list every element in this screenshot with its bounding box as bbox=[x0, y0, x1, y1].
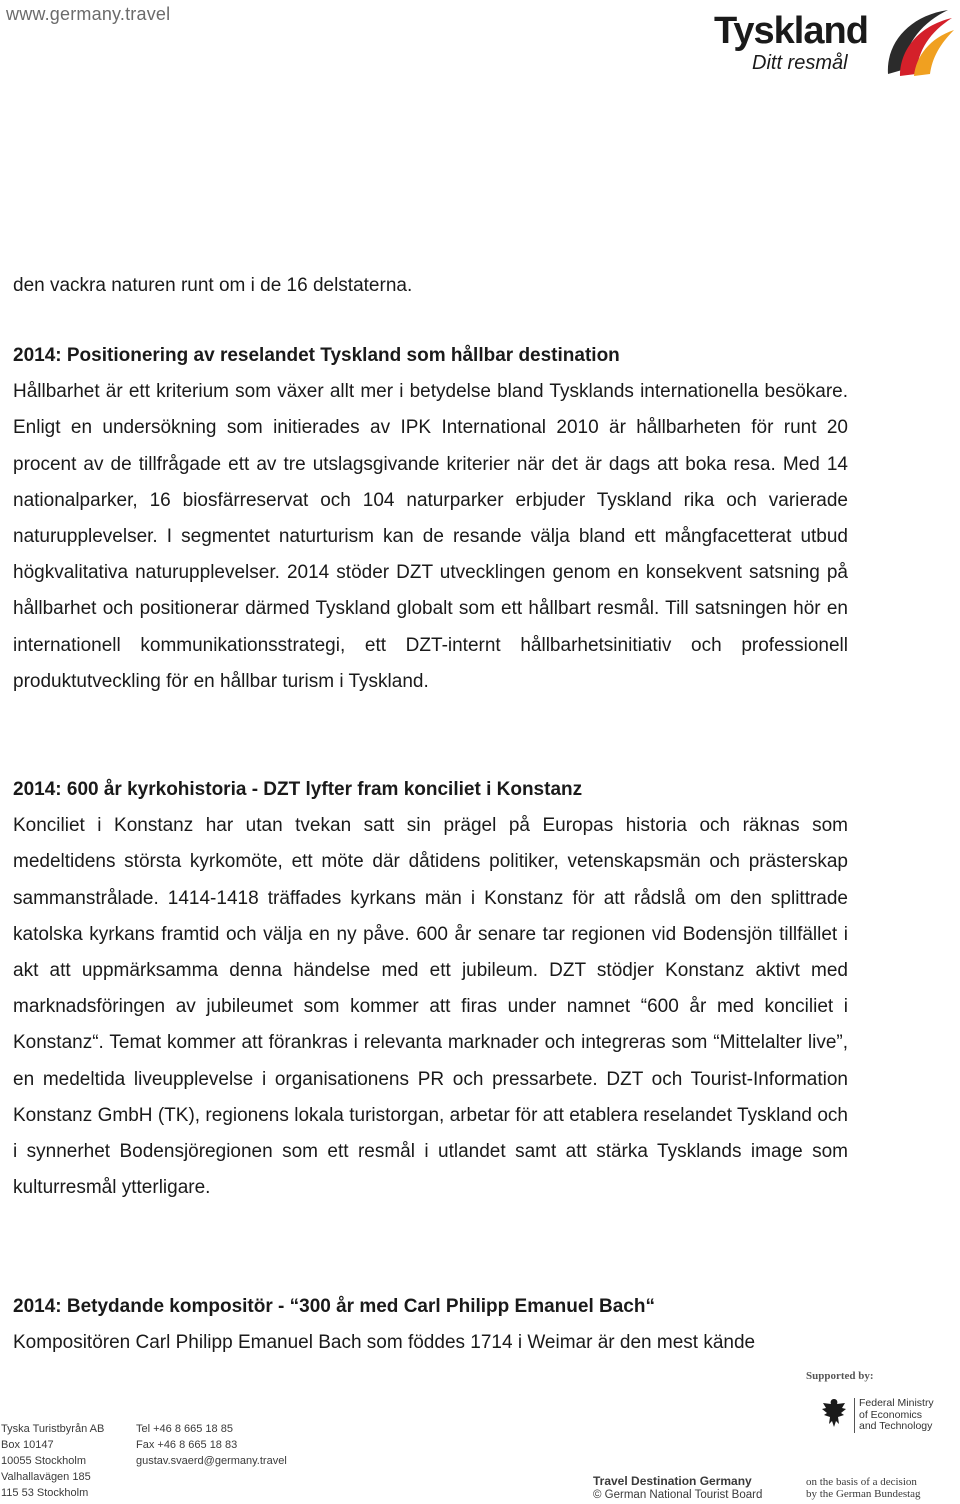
section-heading: 2014: Positionering av reselandet Tyskland som hållbar destination bbox=[13, 345, 620, 366]
footer-contact bbox=[136, 1421, 287, 1469]
brand-tagline: Ditt resmål bbox=[752, 52, 848, 74]
intro-text bbox=[13, 268, 848, 304]
footer-org: Tyska Turistbyrån AB bbox=[1, 1423, 105, 1435]
ministry-line: of Economics bbox=[859, 1408, 923, 1421]
footer-email[interactable]: gustav.svaerd@germany.travel bbox=[136, 1455, 287, 1467]
footer-zip-city: 115 53 Stockholm bbox=[1, 1487, 89, 1499]
section-paragraph: Hållbarhet är ett kriterium som växer allt mer i betydelse bland Tysklands internationella besökare. Enligt en undersökning som initierades av IPK International 2010 är hållbarheten för runt 20 procent av de tillfrågade ett av tre utslagsgivande kriterier när det är dags att boka resa. Med 14 nationalparker, 16 biosfärreservat och 104 naturparker erbjuder Tyskland rika och varierade naturupplevelser. I segmentet naturturism kan de resande välja bland ett mångfacetterat utbud högkvalitativa naturupplevelser. 2014 stöder DZT utvecklingen genom en konsekvent satsning på hållbarhet och positionerar därmed Tyskland globalt som ett hållbart resmål. Till satsningen hör en internationell kommunikationsstrategi, ett DZT-internt hållbarhetsinitiativ och professionell produktutveckling för en hållbar turism i Tyskland. bbox=[13, 381, 848, 692]
footer-box: Box 10147 bbox=[1, 1439, 54, 1451]
ministry-line: and Technology bbox=[859, 1420, 933, 1432]
intro-line: den vackra naturen runt om i de 16 delstaterna. bbox=[13, 275, 413, 296]
ministry-line: Federal Ministry bbox=[859, 1397, 934, 1409]
section-church-history bbox=[13, 772, 848, 1206]
bundestag-line: on the basis of a decision bbox=[806, 1476, 917, 1488]
brand-logo bbox=[712, 4, 956, 84]
footer-tel: Tel +46 8 665 18 85 bbox=[136, 1423, 233, 1435]
section-paragraph: Konciliet i Konstanz har utan tvekan satt sin prägel på Europas historia och räknas som medeltidens största kyrkomöte, ett möte där dåtidens politiker, vetenskapsmän och prästerskap sammanstrålade. 1414-1418 träffades kyrkans män i Konstanz för att rådslå om den splittrade katolska kyrkans framtid och välja en ny påve. 600 år senare tar regionen vid Bodensjön tillfället i akt att uppmärksamma denna händelse med ett jubileum. DZT stödjer Konstanz aktivt med marknadsföringen av jubileumet som kommer att firas under namnet “600 år med konciliet i Konstanz“. Temat kommer att förankras i relevanta marknader och integreras som “Mittelalter live”, en medeltida liveupplevelse i organisationens PR och pressarbete. DZT och Tourist-Information Konstanz GmbH (TK), regionens lokala turistorgan, arbetar för att etablera reselandet Tyskland och i synnerhet Bodensjöregionen som ett resmål i utlandet samt att stärka Tysklands image som kulturresmål ytterligare. bbox=[13, 815, 848, 1199]
footer-address bbox=[1, 1421, 104, 1501]
section-paragraph: Kompositören Carl Philipp Emanuel Bach som föddes 1714 i Weimar är den mest kände bbox=[13, 1332, 756, 1354]
footer-postal: 10055 Stockholm bbox=[1, 1455, 86, 1467]
site-url[interactable]: www.germany.travel bbox=[6, 4, 171, 24]
brand-name: Tyskland bbox=[714, 10, 868, 52]
section-heading: 2014: Betydande kompositör - “300 år med Carl Philipp Emanuel Bach“ bbox=[13, 1296, 655, 1317]
section-heading: 2014: 600 år kyrkohistoria - DZT lyfter fram konciliet i Konstanz bbox=[13, 779, 583, 800]
brand-swoosh-icon bbox=[878, 4, 956, 84]
ministry-logo bbox=[820, 1392, 960, 1438]
section-bach bbox=[13, 1289, 848, 1361]
footer-fax: Fax +46 8 665 18 83 bbox=[136, 1439, 238, 1451]
bundestag-credit bbox=[806, 1476, 921, 1500]
federal-eagle-icon bbox=[820, 1396, 848, 1430]
supported-by-label: Supported by: bbox=[806, 1370, 874, 1382]
tdg-subtitle: © German National Tourist Board bbox=[593, 1489, 763, 1501]
tdg-title: Travel Destination Germany bbox=[593, 1474, 752, 1488]
section-sustainable bbox=[13, 338, 848, 700]
tdg-credit bbox=[593, 1474, 762, 1502]
footer-street: Valhallavägen 185 bbox=[1, 1471, 91, 1483]
bundestag-line: by the German Bundestag bbox=[806, 1488, 921, 1500]
ministry-name bbox=[854, 1398, 934, 1433]
